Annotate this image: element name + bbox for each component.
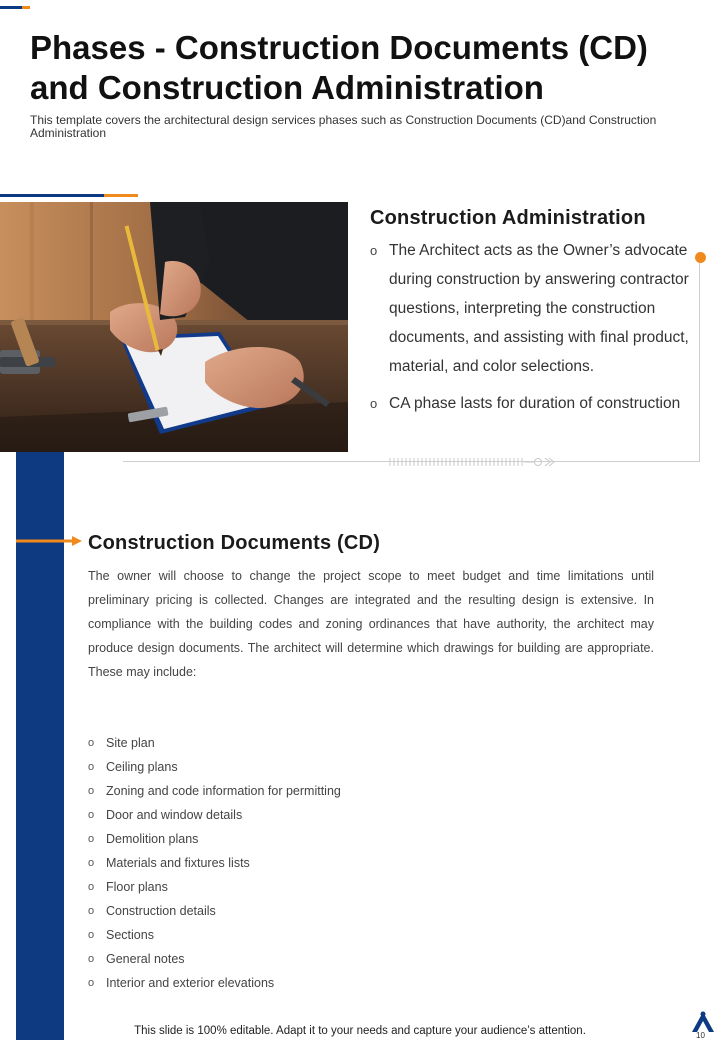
- list-item-text: The Architect acts as the Owner’s advocate during construction by answering contractor questions, interpreting the construction documents, and assisting with final product, material, and color selections.: [389, 242, 689, 375]
- list-item: [88, 779, 648, 803]
- construction-administration-heading: Construction Administration: [370, 207, 646, 229]
- list-item-text: CA phase lasts for duration of construction: [389, 395, 681, 412]
- list-item-text: Site plan: [106, 736, 155, 750]
- list-item: [88, 755, 648, 779]
- page-number: 10: [696, 1031, 705, 1040]
- bullet-circle-icon: o: [88, 833, 95, 845]
- bullet-circle-icon: o: [88, 761, 95, 773]
- list-item: [88, 971, 648, 995]
- orange-arrow-icon: [16, 535, 82, 547]
- list-item: [88, 899, 648, 923]
- construction-administration-list: [370, 236, 700, 418]
- list-item: [88, 803, 648, 827]
- bullet-circle-icon: o: [88, 881, 95, 893]
- bullet-circle-icon: o: [88, 857, 95, 869]
- list-item-text: Construction details: [106, 904, 216, 918]
- list-item: [88, 947, 648, 971]
- list-item: [370, 236, 700, 381]
- bullet-circle-icon: o: [370, 243, 378, 258]
- list-item-text: Interior and exterior elevations: [106, 976, 275, 990]
- construction-documents-list: [88, 731, 648, 995]
- page-title: Phases - Construction Documents (CD) and Construction Administration: [30, 29, 648, 106]
- page-subtitle: This template covers the architectural design services phases such as Construction Documents (CD)and Construction Administration: [30, 113, 657, 140]
- list-item: [88, 827, 648, 851]
- bullet-circle-icon: o: [88, 977, 95, 989]
- construction-documents-heading: Construction Documents (CD): [88, 532, 381, 554]
- list-item: [370, 389, 700, 418]
- section-separator-blue: [0, 194, 104, 197]
- list-item-text: Sections: [106, 928, 154, 942]
- list-item-text: Floor plans: [106, 880, 168, 894]
- construction-documents-paragraph: The owner will choose to change the project scope to meet budget and time limitations until preliminary pricing is collected. Changes are integrated and the resulting design is extensive. In compliance with the building codes and zoning ordinances that have authority, the architect may produce design documents. The architect will determine which drawings for building are appropriate. These may include:: [88, 569, 654, 679]
- bullet-circle-icon: o: [88, 785, 95, 797]
- footer-note: This slide is 100% editable. Adapt it to your needs and capture your audience’s attention.: [134, 1025, 586, 1037]
- top-accent-blue: [0, 6, 22, 9]
- list-item-text: Door and window details: [106, 808, 243, 822]
- section-separator-orange: [104, 194, 138, 197]
- list-item-text: Ceiling plans: [106, 760, 178, 774]
- list-item: [88, 923, 648, 947]
- list-item: [88, 875, 648, 899]
- list-item-text: Zoning and code information for permitting: [106, 784, 341, 798]
- bullet-circle-icon: o: [88, 809, 95, 821]
- bullet-circle-icon: o: [88, 737, 95, 749]
- top-accent-orange: [22, 6, 30, 9]
- ruler-arrow-icon: [388, 456, 558, 468]
- list-item: [88, 731, 648, 755]
- list-item-text: Demolition plans: [106, 832, 199, 846]
- list-item-text: Materials and fixtures lists: [106, 856, 250, 870]
- list-item-text: General notes: [106, 952, 185, 966]
- bullet-circle-icon: o: [88, 953, 95, 965]
- list-item: [88, 851, 648, 875]
- bullet-circle-icon: o: [370, 396, 378, 411]
- bullet-circle-icon: o: [88, 905, 95, 917]
- bullet-circle-icon: o: [88, 929, 95, 941]
